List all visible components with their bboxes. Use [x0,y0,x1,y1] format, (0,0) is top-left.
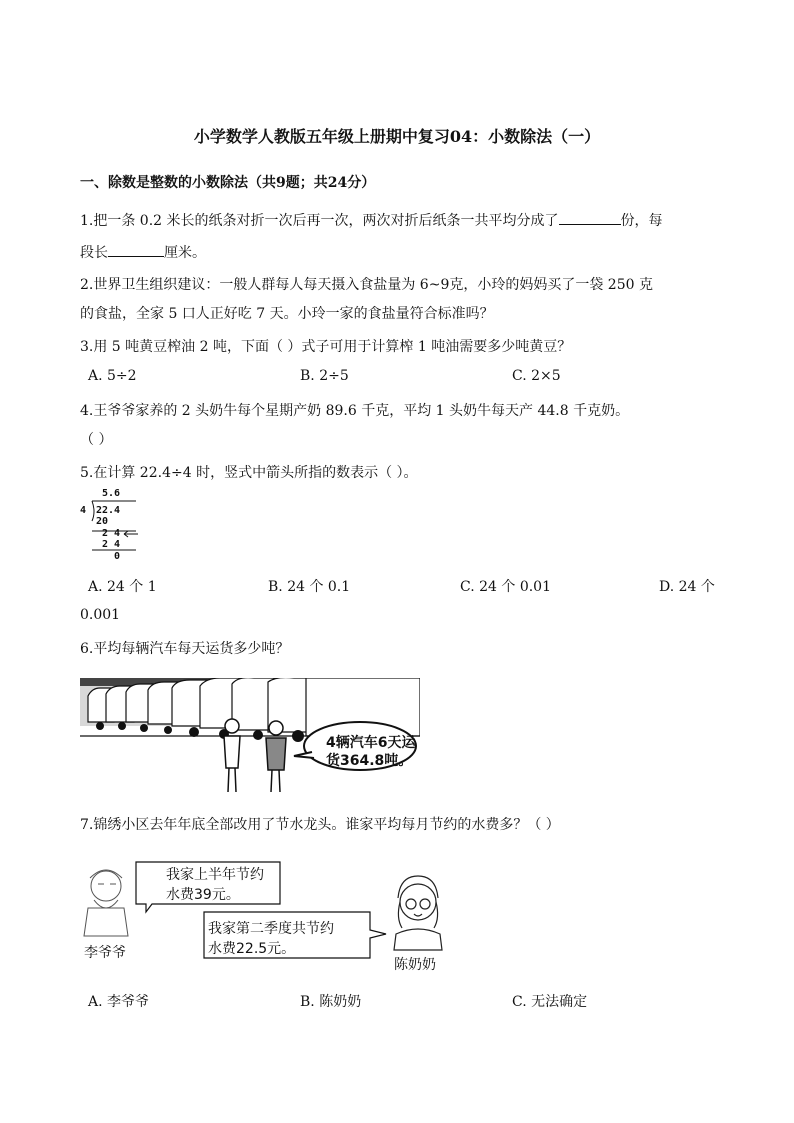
question-1-line-2 [80,242,206,262]
q5-option-a[interactable]: A. 24 个 1 [88,579,157,595]
truck-bubble-line-1: 4辆汽车6天运 [326,735,416,751]
q4-answer-paren[interactable]: （ ） [80,432,113,448]
division-dividend: 22.4 [96,505,121,516]
person-2-label: 陈奶奶 [394,957,436,973]
q1-text-a: 1.把一条 0.2 米长的纸条对折一次后再一次，两次对折后纸条一共平均分成了 [80,213,559,229]
dialogue-illustration [80,858,450,978]
q5-option-d[interactable]: D. 24 个 [659,579,715,595]
person-1-label: 李爷爷 [84,945,126,961]
long-division-figure [80,488,160,564]
q3-option-c[interactable]: C. 2×5 [512,368,561,384]
question-1-line-1 [80,210,663,230]
q1-text-c: 段长 [80,245,108,261]
section-heading: 一、除数是整数的小数除法（共9题；共24分） [80,175,376,191]
bubble-1-line-2: 水费39元。 [166,887,240,903]
q1-text-d: 厘米。 [164,245,206,261]
question-6-stem: 6.平均每辆汽车每天运货多少吨？ [80,641,290,657]
division-step-1: 20 [96,516,109,527]
q5-option-d-continued: 0.001 [80,607,121,623]
question-2-line-2: 的食盐，全家 5 口人正好吃 7 天。小玲一家的食盐量符合标准吗？ [80,306,494,322]
division-quotient: 5.6 [102,488,121,499]
question-4-stem: 4.王爷爷家养的 2 头奶牛每个星期产奶 89.6 千克，平均 1 头奶牛每天产 44.8 千克奶。 [80,403,630,419]
question-2-line-1: 2.世界卫生组织建议：一般人群每人每天摄入食盐量为 6~9克，小玲的妈妈买了一袋 250 克 [80,277,653,293]
truck-bubble-line-2: 货364.8吨。 [326,753,413,769]
division-remainder: 0 [114,551,121,562]
q7-option-a[interactable]: A. 李爷爷 [88,994,150,1010]
division-step-3: 2 4 [102,539,121,550]
trucks-illustration [80,678,420,796]
q7-option-c[interactable]: C. 无法确定 [512,994,588,1010]
q5-option-c[interactable]: C. 24 个 0.01 [460,579,551,595]
page-title: 小学数学人教版五年级上册期中复习04：小数除法（一） [193,127,601,146]
q1-blank-1[interactable] [559,210,621,225]
bubble-2-line-1: 我家第二季度共节约 [208,921,334,937]
question-7-stem: 7.锦绣小区去年年底全部改用了节水龙头。谁家平均每月节约的水费多？（ ） [80,817,560,833]
question-3-stem: 3.用 5 吨黄豆榨油 2 吨，下面（ ）式子可用于计算榨 1 吨油需要多少吨黄豆？ [80,339,572,355]
q7-option-b[interactable]: B. 陈奶奶 [300,994,362,1010]
division-divisor: 4 [80,505,87,516]
q3-option-a[interactable]: A. 5÷2 [88,368,137,384]
q1-blank-2[interactable] [108,242,164,257]
q5-option-b[interactable]: B. 24 个 0.1 [268,579,351,595]
bubble-1-line-1: 我家上半年节约 [166,867,264,883]
question-5-stem: 5.在计算 22.4÷4 时，竖式中箭头所指的数表示（ ）。 [80,465,418,481]
q1-text-b: 份，每 [620,213,663,229]
division-step-2: 2 4 [102,528,121,539]
q3-option-b[interactable]: B. 2÷5 [300,368,349,384]
bubble-2-line-2: 水费22.5元。 [208,941,296,957]
